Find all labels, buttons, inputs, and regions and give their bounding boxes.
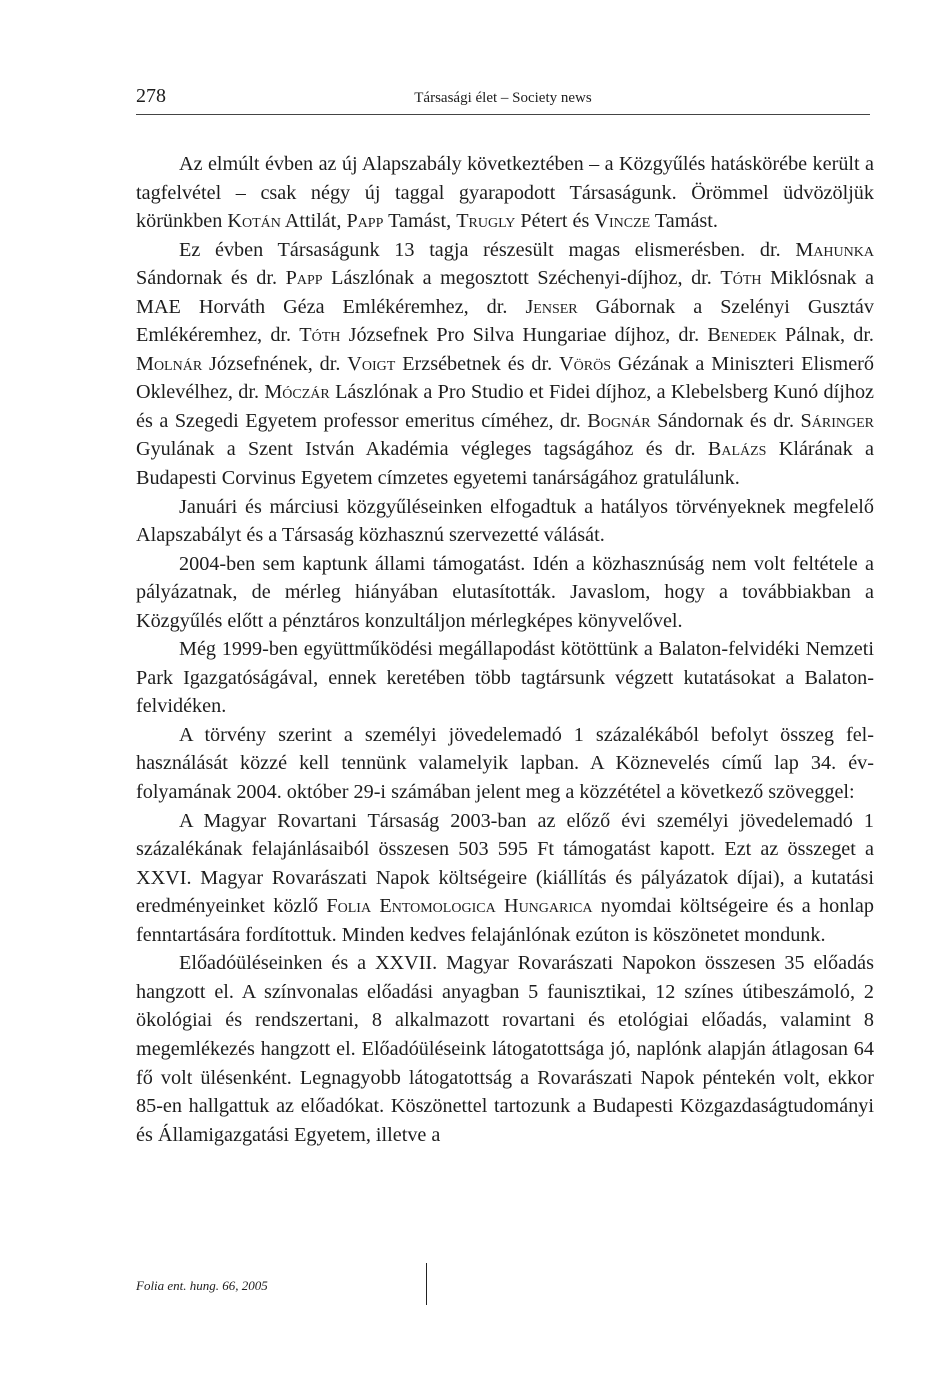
paragraph-text: Klárának a Budapesti Corvinus Egyetem címzetes egyetemi tanárságához gratulálunk. bbox=[136, 438, 874, 490]
paragraph-text: Attilát, bbox=[280, 210, 347, 233]
small-caps-name: Móczár bbox=[264, 381, 330, 404]
paragraph bbox=[136, 949, 874, 1149]
small-caps-name: Tóth bbox=[299, 324, 341, 347]
paragraph-text: Pálnak, dr. bbox=[776, 324, 874, 347]
paragraph bbox=[136, 550, 874, 636]
small-caps-name: Trugly bbox=[456, 210, 516, 233]
paragraph-text: Miklósnak a MAE Horváth Géza Emlékéremhez, dr. bbox=[136, 267, 874, 318]
paragraph-text: Lászlónak a Pro Studio et Fidei díjhoz, a Klebelsberg Kunó díjhoz és a Szegedi Egyetem professor emeritus címéhez, dr. bbox=[136, 381, 874, 432]
margin-mark bbox=[426, 1263, 427, 1305]
paragraph-text: Tamást, bbox=[383, 210, 457, 233]
paragraph bbox=[136, 635, 874, 721]
paragraph-text: Sándornak és dr. bbox=[136, 267, 286, 290]
paragraph-text: 2004-ben sem kaptunk állami támogatást. Idén a közhasznúság nem volt feltétele a pályázatnak, de mérleg hiányában elutasították. Javaslom, hogy a továbbiakban a Közgyűlés előtt a pénztáros konzultáljon mérlegképes könyvelővel. bbox=[136, 552, 874, 632]
running-title: Társasági élet – Society news bbox=[414, 90, 592, 106]
small-caps-name: Folia Entomologica Hungarica bbox=[326, 895, 593, 918]
small-caps-name: Voigt bbox=[347, 352, 396, 375]
paragraph-text: Sándornak és dr. bbox=[650, 409, 801, 432]
small-caps-name: Bognár bbox=[587, 409, 651, 432]
paragraph-text: Ez évben Társaságunk 13 tagja részesült magas elismerésben. dr. bbox=[179, 238, 796, 261]
article-body bbox=[136, 150, 874, 1149]
paragraph bbox=[136, 493, 874, 550]
small-caps-name: Benedek bbox=[707, 324, 777, 347]
page-header bbox=[136, 84, 870, 115]
small-caps-name: Sáringer bbox=[800, 409, 874, 432]
paragraph-text: nyomdai költségeire és a honlap fenntartására fordítottuk. Minden kedves felajánlónak ezúton is köszönetet mondunk. bbox=[136, 895, 874, 946]
small-caps-name: Balázs bbox=[707, 438, 767, 461]
paragraph bbox=[136, 807, 874, 950]
paragraph-text: Tamást. bbox=[650, 210, 718, 233]
paragraph bbox=[136, 236, 874, 493]
small-caps-name: Mahunka bbox=[795, 238, 874, 261]
paragraph bbox=[136, 150, 874, 236]
paragraph-text: Erzsébetnek és dr. bbox=[395, 352, 560, 375]
page-number: 278 bbox=[136, 85, 166, 107]
journal-citation: Folia ent. hung. 66, 2005 bbox=[136, 1278, 268, 1293]
small-caps-name: Vörös bbox=[559, 352, 612, 375]
paragraph-text: A törvény szerint a személyi jövedelemadó 1 százalékából befolyt összeg felhasználását közzé kell tennünk valamelyik lapban. A Köznevelés című lap 34. évfolyamának 2004. október 29-i számában jelent meg a közzététel a következő szöveggel: bbox=[136, 723, 874, 804]
paragraph-text: Józsefnének, dr. bbox=[202, 352, 348, 375]
paragraph-text: Pétert és bbox=[515, 210, 595, 233]
small-caps-name: Kotán bbox=[227, 210, 281, 233]
paragraph bbox=[136, 721, 874, 807]
small-caps-name: Tóth bbox=[720, 267, 762, 290]
paragraph-text: Gábornak a Szelényi Gusztáv Emlékéremhez, dr. bbox=[136, 295, 874, 347]
paragraph-text: Lászlónak a megosztott Széchenyi-díjhoz, dr. bbox=[322, 267, 721, 290]
small-caps-name: Papp bbox=[346, 210, 384, 233]
paragraph-text: Gézának a Miniszteri Elismerő Oklevélhez, dr. bbox=[136, 352, 874, 404]
paragraph-text: Az elmúlt évben az új Alapszabály következtében – a Közgyűlés hatáskörébe került a tagfelvétel – csak négy új taggal gyarapodott Társaságunk. Örömmel üdvözöljük körünkben bbox=[136, 153, 874, 233]
paragraph-text: Még 1999-ben együttműködési megállapodást kötöttünk a Balaton-felvidéki Nemzeti Park Igazgatóságával, ennek keretében több tagtársunk végzett kutatásokat a Balaton-felvidéken. bbox=[136, 638, 874, 718]
paragraph-text: Januári és márciusi közgyűléseinken elfogadtuk a hatályos törvényeknek megfelelő Alapszabályt és a Társaság közhasznú szervezetté válását. bbox=[136, 495, 874, 547]
small-caps-name: Jenser bbox=[525, 295, 578, 318]
paragraph-text: Gyulának a Szent István Akadémia végleges tagságához és dr. bbox=[136, 438, 708, 461]
paragraph-text: Józsefnek Pro Silva Hungariae díjhoz, dr. bbox=[340, 324, 708, 347]
paragraph-text: A Magyar Rovartani Társaság 2003-ban az előző évi személyi jövedelemadó 1 százalékának felajánlásaiból összesen 503 595 Ft támogatást kapott. Ezt az összeget a XXVI. Magyar Rovarászati Napok költségeire (kiállítás és pályázatok díjai), a kutatási eredményeinket közlő bbox=[136, 809, 874, 918]
small-caps-name: Papp bbox=[285, 267, 323, 290]
paragraph-text: Előadóüléseinken és a XXVII. Magyar Rovarászati Napokon összesen 35 előadás hangzott el. A színvonalas előadási anyagban 5 faunisztikai, 12 színes útibeszámoló, 2 ökológiai és rendszertani, 8 alkalmazott rovartani és etológiai előadás, valamint 8 megemlékezés hangzott el. Előadóüléseink látogatottsága jó, naplónk alapján átlagosan 64 fő volt ülésenként. Legnagyobb látogatottság a Rovarászati Napok péntekén volt, ekkor 85-en hallgattuk az előadókat. Köszönettel tartozunk a Budapesti Közgazdaságtudományi és Államigazgatási Egyetem, illetve a bbox=[136, 952, 874, 1146]
small-caps-name: Vincze bbox=[594, 210, 651, 233]
small-caps-name: Molnár bbox=[136, 352, 203, 375]
